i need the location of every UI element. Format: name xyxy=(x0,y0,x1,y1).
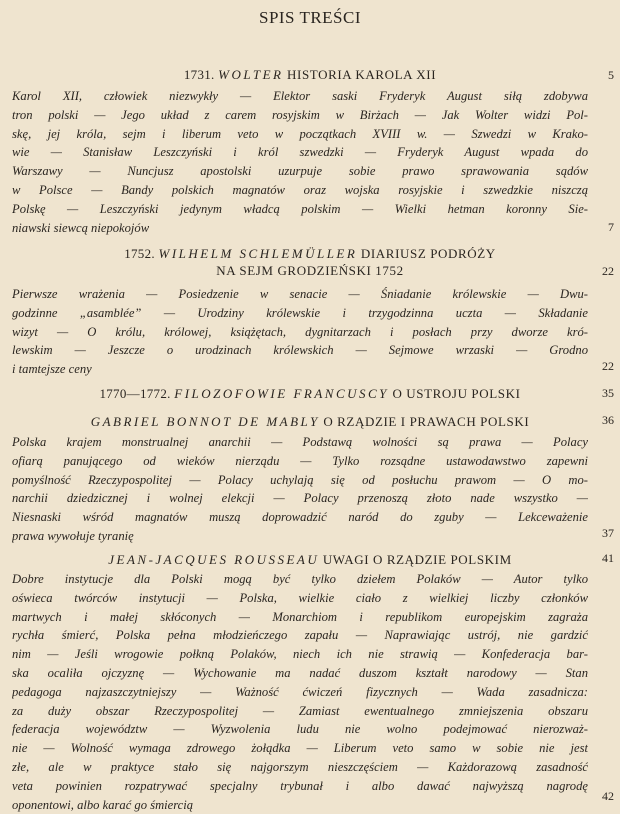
summary-line: lewskim — Jeszcze o urodzinach królewskich — Sejmowe wrzaski — Grodno xyxy=(12,343,588,358)
summary-line: narchii dziedzicznej i wolnej elekcji — Polacy przenoszą złoto nade wszystko — xyxy=(12,491,588,506)
section-work: O USTROJU POLSKI xyxy=(392,386,521,401)
summary-line: wie — Stanisław Leszczyński i król szwedzki — Fryderyk August wpada do xyxy=(12,145,588,160)
page-number: 41 xyxy=(602,551,614,565)
summary-line: Pierwsze wrażenia — Posiedzenie w senacie — Śniadanie królewskie — Dwu- xyxy=(12,287,588,301)
page-number: 22 xyxy=(602,264,614,278)
section-heading-filozofowie xyxy=(0,385,620,402)
section-work: HISTORIA KAROLA XII xyxy=(287,67,437,82)
section-work: DIARIUSZ PODRÓŻY xyxy=(360,246,496,261)
summary-line: veta powinien rozpatrywać specjalny trybunał i albo dawać najwyższą nagrodę xyxy=(12,778,588,793)
summary-line: prawa wywołuje tyranię xyxy=(12,528,134,543)
summary-line: godzinne „asamblée” — Urodziny królewskie i trzygodzinna uczta — Składanie xyxy=(12,305,588,320)
section-author: GABRIEL BONNOT DE MABLY xyxy=(90,414,320,429)
summary-line: pedagoga najzaszczytniejszy — Ważność ćwiczeń fizycznych — Wada zasadnicza: xyxy=(12,684,588,699)
summary-line: złe, ale w praktyce stało się najgorszym nieszczęściem — Każdorazową zasadność xyxy=(12,759,588,774)
page-number: 36 xyxy=(602,413,614,427)
summary-line: pomyślność Rzeczypospolitej — Polacy uchylają się od posłuchu prawom — O mo- xyxy=(12,472,588,487)
page-number: 7 xyxy=(608,220,614,234)
summary-line: oponentowi, albo karać go śmiercią xyxy=(12,797,194,812)
summary-line: ofiarą panującego od wieków nierządu — Tylko rozsądne ustawodawstwo zapewni xyxy=(12,453,588,468)
summary-line: nie — Wolność wymaga zdrowego żołądka — Liberum veto samo w sobie nie jest xyxy=(12,741,588,756)
section-summary-wolter xyxy=(12,87,588,237)
page-number: 35 xyxy=(602,386,614,400)
summary-line: Polska krajem monstrualnej anarchii — Podstawą wolności są prawa — Polacy xyxy=(12,435,588,449)
summary-line: ska ocaliła ojczyznę — Wychowanie ma nadać duszom kształt narodowy — Stan xyxy=(12,665,588,680)
summary-line: i tamtejsze ceny xyxy=(12,362,92,377)
summary-line: nim — Jeśli wrogowie połkną Polaków, niech ich nie strawią — Konfederacja bar- xyxy=(12,647,588,662)
section-heading-mably xyxy=(0,413,620,430)
section-work: UWAGI O RZĄDZIE POLSKIM xyxy=(322,552,512,567)
summary-line: niawski siewcą niepokojów xyxy=(12,220,150,235)
summary-line: za duży obszar Rzeczypospolitej — Zamiast ewentualnego zmniejszenia obszaru xyxy=(12,703,588,718)
summary-line: Karol XII, człowiek niezwykły — Elektor saski Fryderyk August siłą zdobywa xyxy=(12,89,588,103)
section-author: FILOZOFOWIE FRANCUSCY xyxy=(174,386,389,401)
summary-line: skę, jej króla, sejm i liberum veto w początkach XVIII w. — Szwedzi w Krako- xyxy=(12,126,588,141)
section-heading-wolter xyxy=(0,66,620,83)
section-year: 1770—1772. xyxy=(99,386,171,401)
section-summary-mably xyxy=(12,433,588,546)
summary-line: martwych i małej skłóconych — Monarchiom i republikom europejskim zagraża xyxy=(12,609,588,624)
section-author: JEAN-JACQUES ROUSSEAU xyxy=(108,552,320,567)
summary-line: Niesnaski wśród magnatów muszą doprowadzić naród do zguby — Lekceważenie xyxy=(12,510,588,525)
summary-line: rychła śmierć, Polska pełna młodzieńczego zapału — Naprawiając ustrój, nie gardzić xyxy=(12,628,588,643)
page-number: 22 xyxy=(602,359,614,373)
summary-line: wizyt — O królu, królowej, książętach, dygnitarzach i posłach przy dworze kró- xyxy=(12,324,588,339)
page-number: 42 xyxy=(602,789,614,803)
section-author: WOLTER xyxy=(218,67,284,82)
section-author: WILHELM SCHLEMÜLLER xyxy=(158,246,358,261)
summary-line: Warszawy — Nuncjusz apostolski uzurpuje sobie prawo sprawowania sądów xyxy=(12,164,588,179)
summary-line: federacja województw — Wyzwolenia ludu nie wolno podejmować nierozważ- xyxy=(12,722,588,737)
page-number: 5 xyxy=(608,68,614,82)
section-work-line2: NA SEJM GRODZIEŃSKI 1752 xyxy=(216,263,404,278)
summary-line: Dobre instytucje dla Polski mogą być tylko dziełem Polaków — Autor tylko xyxy=(12,572,588,586)
page-title: SPIS TREŚCI xyxy=(258,8,362,27)
section-heading-rousseau xyxy=(0,551,620,568)
section-summary-schlemuller xyxy=(12,285,588,379)
summary-line: w Polsce — Bandy polskich magnatów oraz wojska rosyjskie i szwedzkie niszczą xyxy=(12,182,588,197)
summary-line: oświeca twórców instytucji — Polska, wielkie ciało z wielkiej liczby członków xyxy=(12,590,588,605)
summary-line: tron polski — Jego układ z carem rosyjskim w Birżach — Jak Wolter widzi Pol- xyxy=(12,107,588,122)
section-year: 1752. xyxy=(124,246,155,261)
section-summary-rousseau xyxy=(12,570,588,814)
section-year: 1731. xyxy=(183,67,215,82)
section-heading-schlemuller xyxy=(0,245,620,279)
summary-line: Polskę — Leszczyński jedynym władcą polskim — Wielki hetman koronny Sie- xyxy=(12,201,588,216)
section-work: O RZĄDZIE I PRAWACH POLSKI xyxy=(323,414,530,429)
page-number: 37 xyxy=(602,526,614,540)
